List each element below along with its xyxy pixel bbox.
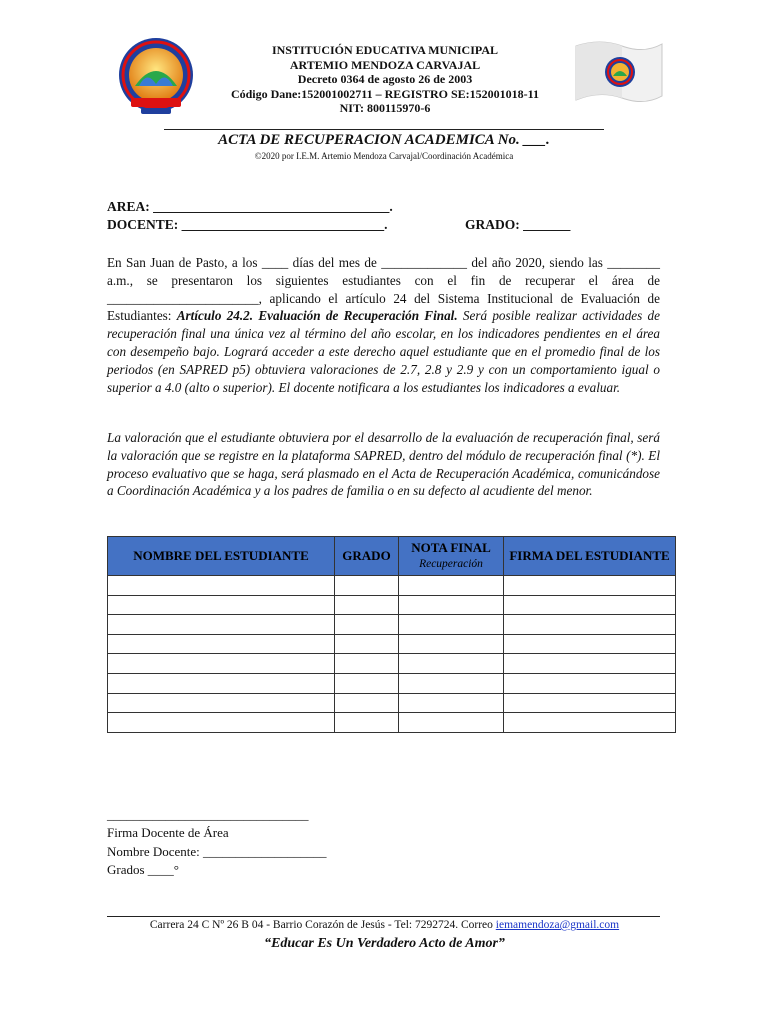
cell-firma[interactable] [504,673,676,693]
cell-nombre[interactable] [108,673,335,693]
cell-firma[interactable] [504,654,676,674]
table-row [108,673,676,693]
copyright-line: ©2020 por I.E.M. Artemio Mendoza Carvajal/Coordinación Académica [254,151,514,161]
signature-line: _______________________________ [107,807,309,822]
signature-label: Firma Docente de Área [107,825,229,840]
teacher-name-label: Nombre Docente: ___________________ [107,844,327,859]
cell-nombre[interactable] [108,713,335,733]
cell-nota[interactable] [399,693,504,713]
cell-grado[interactable] [335,595,399,615]
col-header-nota-sub: Recuperación [419,558,483,570]
col-header-nota [399,537,504,576]
footer-address-text: Carrera 24 C Nº 26 B 04 - Barrio Corazón de Jesús - Tel: 7292724. Correo [149,919,493,931]
document-title: ACTA DE RECUPERACION ACADEMICA No. ___. [218,132,550,148]
cell-grado[interactable] [335,673,399,693]
paragraph-valoracion [107,429,660,500]
header-institution: INSTITUCIÓN EDUCATIVA MUNICIPAL [271,43,499,57]
cell-nota[interactable] [399,595,504,615]
students-table [107,536,676,733]
article-title: Artículo 24.2. Evaluación de Recuperación Final. [176,308,458,324]
cell-nombre[interactable] [108,654,335,674]
cell-firma[interactable] [504,634,676,654]
footer-divider [107,916,660,917]
cell-firma[interactable] [504,713,676,733]
cell-grado[interactable] [335,693,399,713]
cell-grado[interactable] [335,576,399,596]
table-row [108,576,676,596]
table-row [108,595,676,615]
cell-firma[interactable] [504,615,676,635]
table-row [108,634,676,654]
paragraph-intro [107,254,660,396]
col-header-grado: GRADO [335,537,399,576]
header-nit: NIT: 800115970-6 [339,101,431,115]
col-header-nota-label: NOTA FINAL [411,540,491,555]
table-row [108,654,676,674]
header-divider [164,129,604,130]
footer-email-link[interactable]: iemamendoza@gmail.com [495,919,620,931]
grado-field: GRADO: _______ [465,217,571,232]
cell-firma[interactable] [504,576,676,596]
docente-field: DOCENTE: ______________________________. [107,217,388,232]
article-body: Será posible realizar actividades de recuperación final una única vez al término del año escolar, en los indicadores pendientes en el área con desempeño bajo. Logrará acceder a este derecho aquel estudiante que en el promedio final de los periodos (en SAPRED p5) obtuviera valoraciones de 2.7, 2.8 y 2.9 y con un comportamiento igual o superior a 4.0 (alto o superior). El docente notificara a los estudiantes los indicadores a evaluar. [107,308,660,395]
cell-grado[interactable] [335,634,399,654]
cell-firma[interactable] [504,693,676,713]
cell-grado[interactable] [335,654,399,674]
col-header-nombre: NOMBRE DEL ESTUDIANTE [108,537,335,576]
cell-nota[interactable] [399,654,504,674]
cell-grado[interactable] [335,615,399,635]
cell-nota[interactable] [399,673,504,693]
cell-nombre[interactable] [108,634,335,654]
cell-nota[interactable] [399,634,504,654]
cell-nota[interactable] [399,615,504,635]
paragraph-valoracion-text: La valoración que el estudiante obtuviera por el desarrollo de la evaluación de recuperación final, será la valoración que se registre en la plataforma SAPRED, dentro del módulo de recuperación final (*). El proceso evaluativo que se haga, será plasmado en el Acta de Recuperación Académica, comunicándose a Coordinación Académica y a los padres de familia o en su defecto al acudiente del menor. [107,430,660,499]
footer-address [107,919,662,931]
cell-nota[interactable] [399,576,504,596]
table-row [108,615,676,635]
cell-grado[interactable] [335,713,399,733]
cell-nombre[interactable] [108,576,335,596]
col-header-firma: FIRMA DEL ESTUDIANTE [504,537,676,576]
header-codes: Código Dane:152001002711 – REGISTRO SE:152001018-11 [230,86,540,101]
area-field: AREA: ___________________________________. [107,199,393,214]
table-header-row [108,537,676,576]
footer-motto: “Educar Es Un Verdadero Acto de Amor” [264,936,505,951]
header-name: ARTEMIO MENDOZA CARVAJAL [289,57,481,72]
table-row [108,713,676,733]
cell-nota[interactable] [399,713,504,733]
header-decree: Decreto 0364 de agosto 26 de 2003 [297,72,473,86]
cell-nombre[interactable] [108,595,335,615]
header-block [180,43,590,116]
grades-label: Grados ____° [107,862,179,877]
cell-firma[interactable] [504,595,676,615]
table-body [108,576,676,733]
table-row [108,693,676,713]
cell-nombre[interactable] [108,693,335,713]
paragraph-intro-lead: En San Juan de Pasto, a los ____ días del mes de _____________ del año 2020, siendo las ________ a.m., se presentaron los siguientes estudiantes con el fin de recuperar el área de _______________________, aplicando el artículo 24 del Sistema Institucional de Evaluación de Estudiantes: [107,255,660,324]
cell-nombre[interactable] [108,615,335,635]
